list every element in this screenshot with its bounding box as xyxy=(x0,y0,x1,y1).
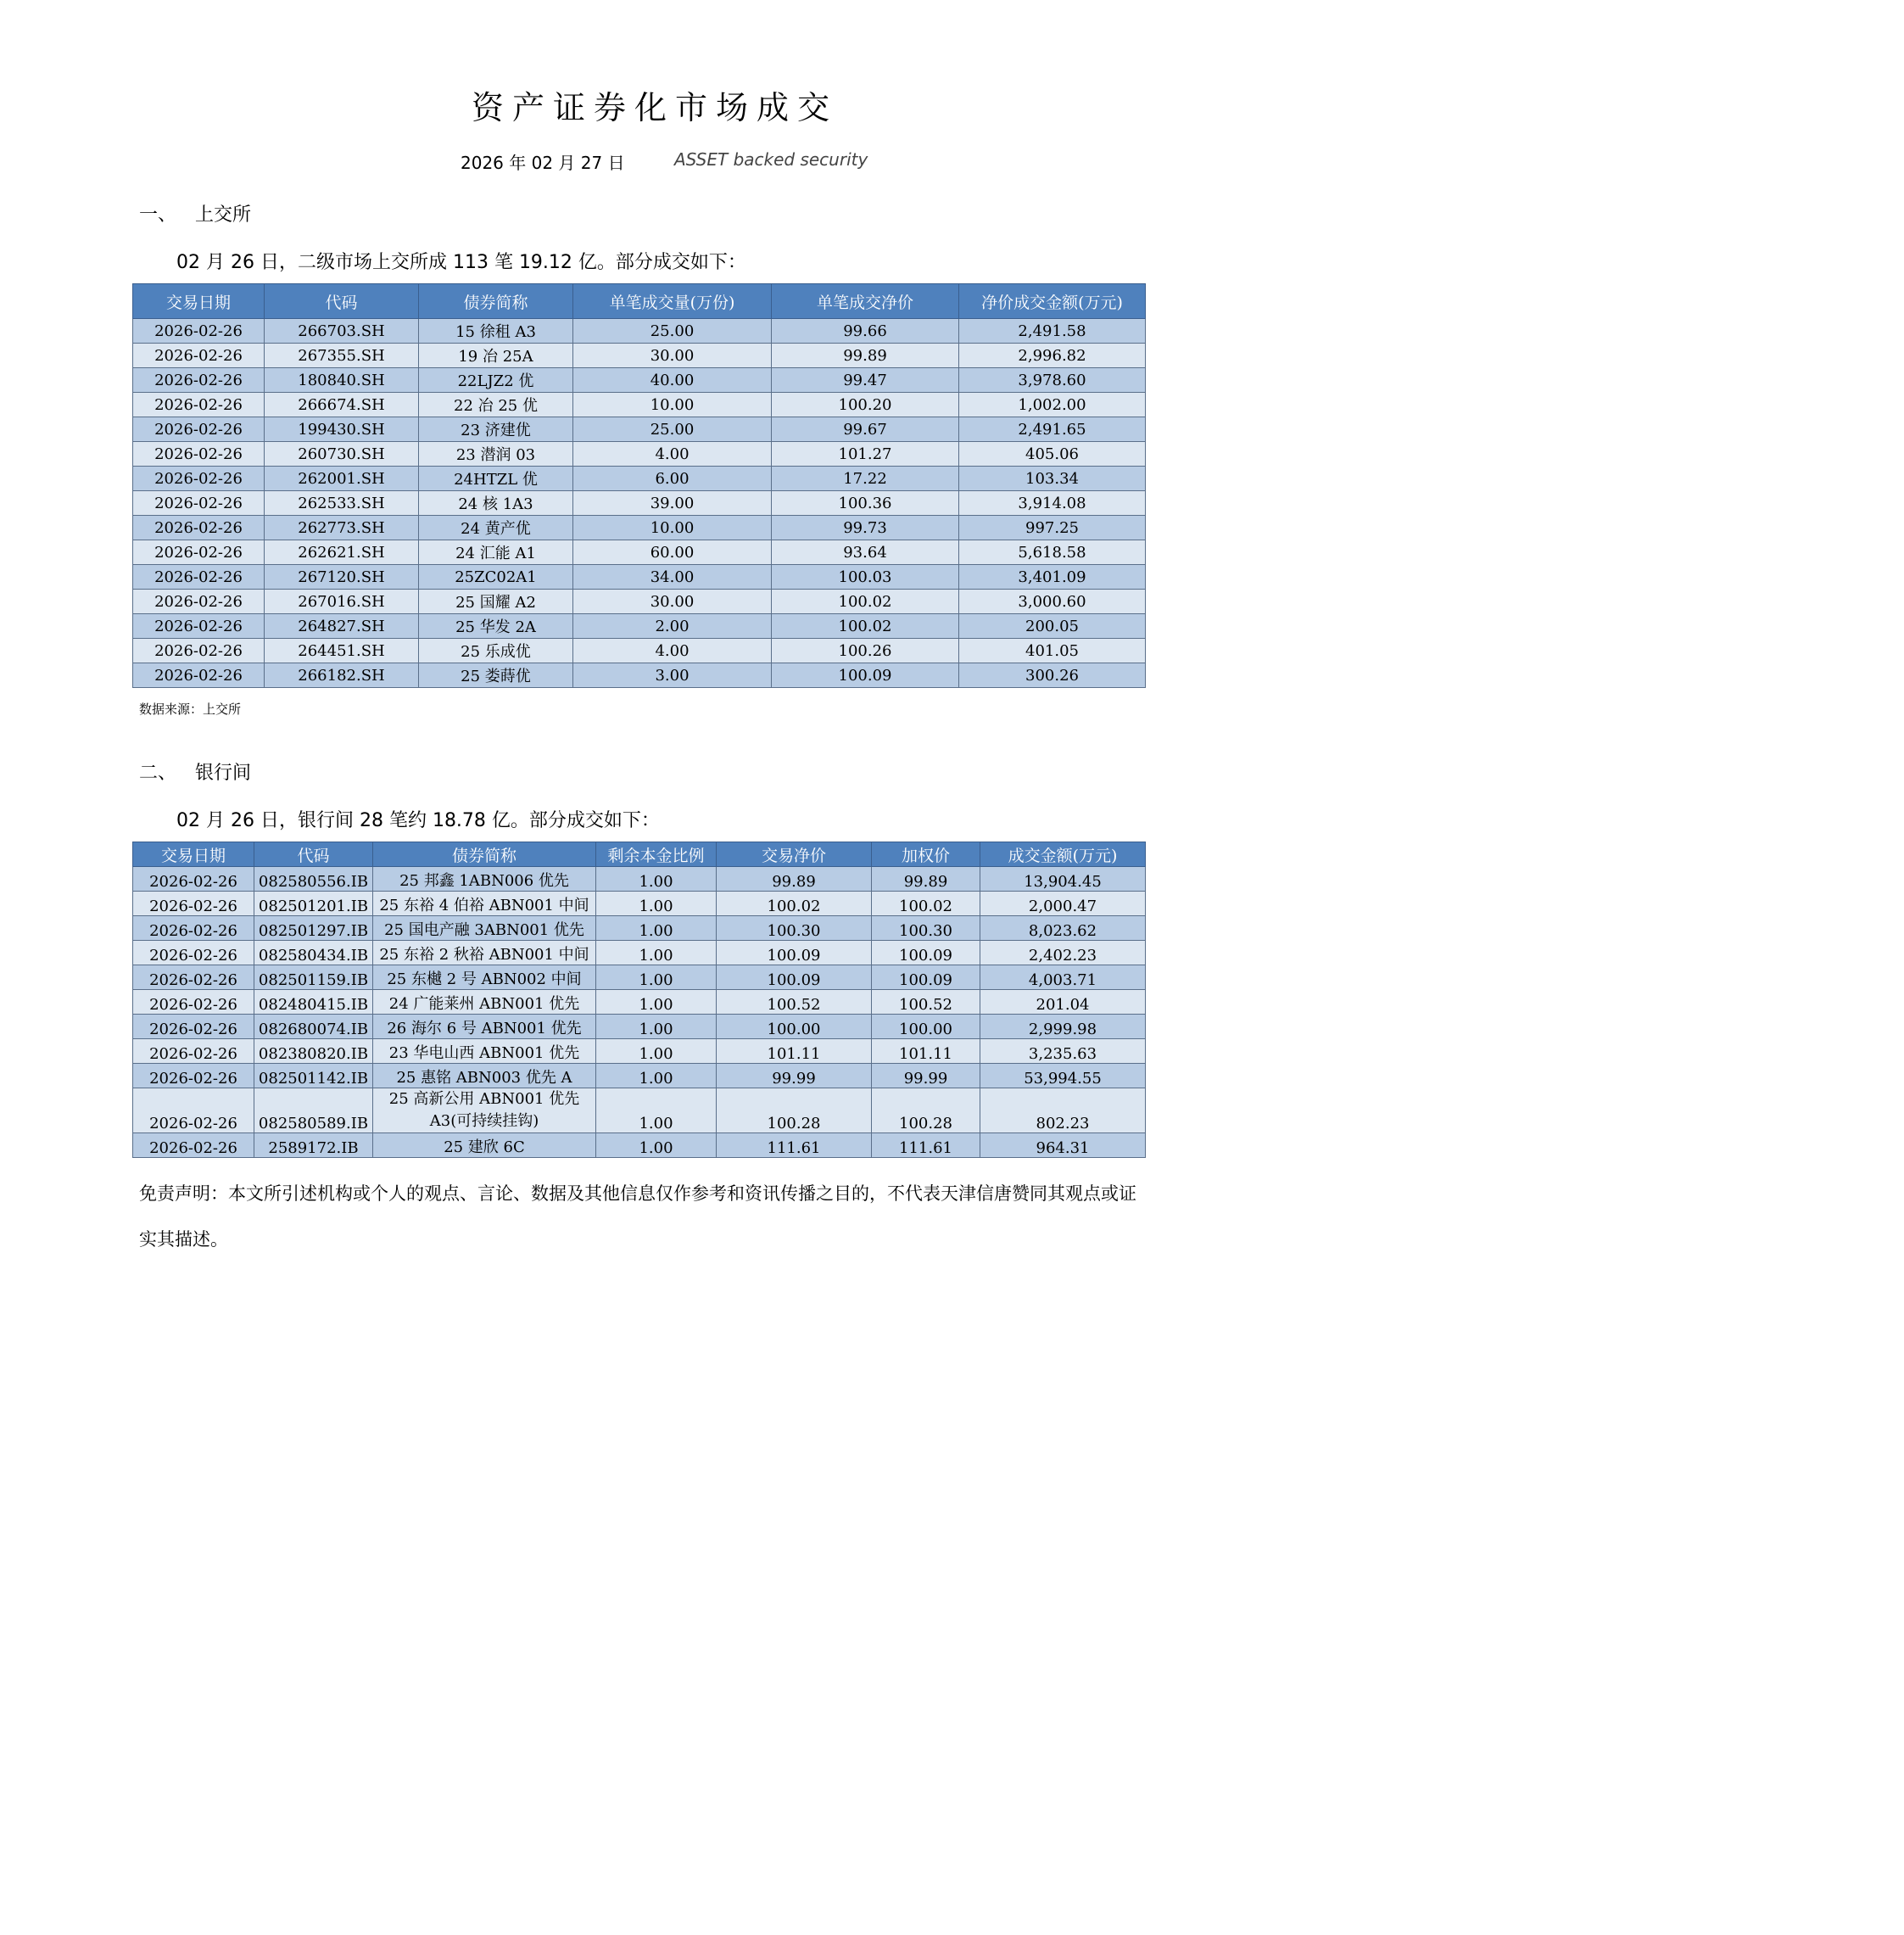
table-cell: 100.03 xyxy=(772,565,959,590)
table-row xyxy=(133,344,1146,368)
table-cell: 99.67 xyxy=(772,417,959,442)
data-source-note: 数据来源：上交所 xyxy=(139,702,242,717)
table-cell: 24 汇能 A1 xyxy=(419,540,573,565)
table-cell: 15 徐租 A3 xyxy=(419,319,573,344)
table-cell: 1,002.00 xyxy=(959,393,1146,417)
table-cell: 22 冶 25 优 xyxy=(419,393,573,417)
table-row xyxy=(133,1064,1146,1088)
section-2-intro: 02 月 26 日，银行间 28 笔约 18.78 亿。部分成交如下： xyxy=(176,810,660,831)
table-row xyxy=(133,368,1146,393)
section-1-heading xyxy=(139,200,251,226)
table-cell: 3,235.63 xyxy=(980,1039,1146,1064)
table-cell: 3,978.60 xyxy=(959,368,1146,393)
table-cell: 082380820.IB xyxy=(254,1039,373,1064)
table-cell: 082580589.IB xyxy=(254,1088,373,1133)
table-cell: 100.09 xyxy=(717,965,872,990)
table-cell: 082501159.IB xyxy=(254,965,373,990)
table-row xyxy=(133,442,1146,467)
table-cell: 2026-02-26 xyxy=(133,467,265,491)
table-row xyxy=(133,565,1146,590)
table-row xyxy=(133,491,1146,516)
table-cell: 25 东裕 2 秋裕 ABN001 中间 xyxy=(373,941,596,965)
column-header-amount: 净价成交金额(万元) xyxy=(959,284,1146,319)
table-cell: 267120.SH xyxy=(265,565,419,590)
table-row xyxy=(133,990,1146,1015)
table-cell: 201.04 xyxy=(980,990,1146,1015)
table-cell: 100.09 xyxy=(717,941,872,965)
table-cell: 1.00 xyxy=(596,1015,717,1039)
table-cell: 100.02 xyxy=(717,892,872,916)
table-cell: 100.26 xyxy=(772,639,959,663)
table-cell: 100.28 xyxy=(872,1088,980,1133)
table-header-row xyxy=(133,284,1146,319)
table-row xyxy=(133,467,1146,491)
table-cell: 082501142.IB xyxy=(254,1064,373,1088)
table-cell: 2026-02-26 xyxy=(133,1064,254,1088)
table-cell: 40.00 xyxy=(573,368,772,393)
table-cell: 100.00 xyxy=(717,1015,872,1039)
table-cell: 964.31 xyxy=(980,1133,1146,1158)
table-cell: 99.47 xyxy=(772,368,959,393)
table-cell: 26 海尔 6 号 ABN001 优先 xyxy=(373,1015,596,1039)
table-cell: 082680074.IB xyxy=(254,1015,373,1039)
table-cell: 25 国耀 A2 xyxy=(419,590,573,614)
table-cell: 2,000.47 xyxy=(980,892,1146,916)
table-row xyxy=(133,892,1146,916)
table-cell: 1.00 xyxy=(596,867,717,892)
table-cell: 53,994.55 xyxy=(980,1064,1146,1088)
table-cell: 4.00 xyxy=(573,639,772,663)
table-cell: 2026-02-26 xyxy=(133,590,265,614)
table-cell: 2026-02-26 xyxy=(133,1039,254,1064)
table-cell: 2026-02-26 xyxy=(133,417,265,442)
table-cell: 2,999.98 xyxy=(980,1015,1146,1039)
table-row xyxy=(133,1015,1146,1039)
table-cell: 082480415.IB xyxy=(254,990,373,1015)
report-subtitle-en: ASSET backed security xyxy=(674,149,868,170)
document-page xyxy=(0,0,1309,1310)
column-header-date: 交易日期 xyxy=(133,842,254,867)
table-cell: 100.09 xyxy=(772,663,959,688)
table-row xyxy=(133,1133,1146,1158)
table-cell: 100.00 xyxy=(872,1015,980,1039)
column-header-clean-price: 单笔成交净价 xyxy=(772,284,959,319)
table-cell: 111.61 xyxy=(717,1133,872,1158)
table-cell: 103.34 xyxy=(959,467,1146,491)
interbank-trades-table xyxy=(132,842,1146,1158)
table-cell: 2026-02-26 xyxy=(133,867,254,892)
table-cell: 266182.SH xyxy=(265,663,419,688)
table-cell: 2,402.23 xyxy=(980,941,1146,965)
table-cell: 262533.SH xyxy=(265,491,419,516)
table-cell: 2026-02-26 xyxy=(133,319,265,344)
table-cell: 100.52 xyxy=(872,990,980,1015)
table-cell: 1.00 xyxy=(596,1064,717,1088)
table-cell: 199430.SH xyxy=(265,417,419,442)
table-cell: 2026-02-26 xyxy=(133,1133,254,1158)
table-cell: 60.00 xyxy=(573,540,772,565)
table-row xyxy=(133,1088,1146,1133)
table-cell: 23 济建优 xyxy=(419,417,573,442)
table-cell: 25.00 xyxy=(573,319,772,344)
table-cell: 082580434.IB xyxy=(254,941,373,965)
table-cell: 25 东裕 4 伯裕 ABN001 中间 xyxy=(373,892,596,916)
table-cell: 25ZC02A1 xyxy=(419,565,573,590)
column-header-weighted-price: 加权价 xyxy=(872,842,980,867)
table-cell: 082580556.IB xyxy=(254,867,373,892)
table-cell: 30.00 xyxy=(573,344,772,368)
column-header-date: 交易日期 xyxy=(133,284,265,319)
table-cell: 2,491.65 xyxy=(959,417,1146,442)
table-cell: 082501201.IB xyxy=(254,892,373,916)
table-cell: 2026-02-26 xyxy=(133,639,265,663)
table-cell: 111.61 xyxy=(872,1133,980,1158)
table-cell: 100.20 xyxy=(772,393,959,417)
table-cell: 1.00 xyxy=(596,1133,717,1158)
table-cell: 082501297.IB xyxy=(254,916,373,941)
table-cell: 300.26 xyxy=(959,663,1146,688)
table-cell: 99.89 xyxy=(772,344,959,368)
table-cell: 2026-02-26 xyxy=(133,344,265,368)
table-cell: 2026-02-26 xyxy=(133,565,265,590)
table-cell: 13,904.45 xyxy=(980,867,1146,892)
table-cell: 266674.SH xyxy=(265,393,419,417)
section-2-heading xyxy=(139,758,251,785)
table-cell: 99.73 xyxy=(772,516,959,540)
table-row xyxy=(133,916,1146,941)
table-cell: 1.00 xyxy=(596,965,717,990)
table-cell: 2589172.IB xyxy=(254,1133,373,1158)
table-cell: 100.09 xyxy=(872,965,980,990)
table-cell: 401.05 xyxy=(959,639,1146,663)
report-date: 2026 年 02 月 27 日 xyxy=(461,153,625,173)
table-cell: 264451.SH xyxy=(265,639,419,663)
table-cell: 25 高新公用 ABN001 优先 A3(可持续挂钩) xyxy=(373,1088,596,1133)
table-cell: 266703.SH xyxy=(265,319,419,344)
table-cell: 267355.SH xyxy=(265,344,419,368)
column-header-bond-name: 债券简称 xyxy=(373,842,596,867)
table-cell: 24 黄产优 xyxy=(419,516,573,540)
table-cell: 99.89 xyxy=(717,867,872,892)
table-cell: 267016.SH xyxy=(265,590,419,614)
table-cell: 23 华电山西 ABN001 优先 xyxy=(373,1039,596,1064)
table-cell: 262773.SH xyxy=(265,516,419,540)
table-cell: 34.00 xyxy=(573,565,772,590)
table-cell: 200.05 xyxy=(959,614,1146,639)
table-cell: 4.00 xyxy=(573,442,772,467)
table-cell: 2026-02-26 xyxy=(133,916,254,941)
table-cell: 1.00 xyxy=(596,916,717,941)
table-cell: 2026-02-26 xyxy=(133,990,254,1015)
table-cell: 6.00 xyxy=(573,467,772,491)
column-header-code: 代码 xyxy=(254,842,373,867)
section-1-title: 上交所 xyxy=(195,204,252,226)
page-title: 资产证券化市场成交 xyxy=(471,89,838,126)
section-1-intro: 02 月 26 日，二级市场上交所成 113 笔 19.12 亿。部分成交如下： xyxy=(176,252,746,273)
table-cell: 100.30 xyxy=(872,916,980,941)
column-header-code: 代码 xyxy=(265,284,419,319)
table-cell: 30.00 xyxy=(573,590,772,614)
disclaimer: 免责声明：本文所引述机构或个人的观点、言论、数据及其他信息仅作参考和资讯传播之目的，不代表天津信唐赞同其观点或证实其描述。 xyxy=(139,1183,1136,1250)
table-cell: 99.99 xyxy=(717,1064,872,1088)
table-cell: 405.06 xyxy=(959,442,1146,467)
table-cell: 2026-02-26 xyxy=(133,393,265,417)
table-cell: 2026-02-26 xyxy=(133,892,254,916)
table-cell: 17.22 xyxy=(772,467,959,491)
table-cell: 2026-02-26 xyxy=(133,1088,254,1133)
table-cell: 2026-02-26 xyxy=(133,368,265,393)
table-cell: 100.02 xyxy=(772,590,959,614)
table-cell: 180840.SH xyxy=(265,368,419,393)
table-row xyxy=(133,540,1146,565)
table-cell: 25 华发 2A xyxy=(419,614,573,639)
table-cell: 264827.SH xyxy=(265,614,419,639)
table-cell: 10.00 xyxy=(573,516,772,540)
table-cell: 260730.SH xyxy=(265,442,419,467)
table-row xyxy=(133,614,1146,639)
table-cell: 2,491.58 xyxy=(959,319,1146,344)
table-cell: 3,401.09 xyxy=(959,565,1146,590)
table-cell: 99.66 xyxy=(772,319,959,344)
table-header-row xyxy=(133,842,1146,867)
table-cell: 100.52 xyxy=(717,990,872,1015)
table-cell: 100.36 xyxy=(772,491,959,516)
table-cell: 99.89 xyxy=(872,867,980,892)
column-header-remaining-principal: 剩余本金比例 xyxy=(596,842,717,867)
table-cell: 2026-02-26 xyxy=(133,965,254,990)
table-cell: 2026-02-26 xyxy=(133,941,254,965)
table-cell: 10.00 xyxy=(573,393,772,417)
section-2-title: 银行间 xyxy=(195,763,252,784)
table-row xyxy=(133,417,1146,442)
table-cell: 1.00 xyxy=(596,941,717,965)
table-cell: 2,996.82 xyxy=(959,344,1146,368)
column-header-clean-price: 交易净价 xyxy=(717,842,872,867)
table-cell: 3,000.60 xyxy=(959,590,1146,614)
table-cell: 19 冶 25A xyxy=(419,344,573,368)
table-cell: 100.09 xyxy=(872,941,980,965)
table-cell: 100.02 xyxy=(872,892,980,916)
table-cell: 24HTZL 优 xyxy=(419,467,573,491)
table-cell: 802.23 xyxy=(980,1088,1146,1133)
table-row xyxy=(133,590,1146,614)
section-1-number: 一、 xyxy=(139,204,177,226)
table-cell: 39.00 xyxy=(573,491,772,516)
table-cell: 24 核 1A3 xyxy=(419,491,573,516)
table-cell: 22LJZ2 优 xyxy=(419,368,573,393)
table-cell: 8,023.62 xyxy=(980,916,1146,941)
table-cell: 99.99 xyxy=(872,1064,980,1088)
table-cell: 262621.SH xyxy=(265,540,419,565)
table-cell: 101.27 xyxy=(772,442,959,467)
table-cell: 25 娄蒔优 xyxy=(419,663,573,688)
table-cell: 93.64 xyxy=(772,540,959,565)
table-cell: 997.25 xyxy=(959,516,1146,540)
table-cell: 101.11 xyxy=(717,1039,872,1064)
table-cell: 1.00 xyxy=(596,1088,717,1133)
table-row xyxy=(133,393,1146,417)
table-cell: 5,618.58 xyxy=(959,540,1146,565)
table-cell: 4,003.71 xyxy=(980,965,1146,990)
table-cell: 25 国电产融 3ABN001 优先 xyxy=(373,916,596,941)
table-row xyxy=(133,1039,1146,1064)
table-cell: 25 惠铭 ABN003 优先 A xyxy=(373,1064,596,1088)
table-cell: 2026-02-26 xyxy=(133,491,265,516)
table-row xyxy=(133,516,1146,540)
table-row xyxy=(133,319,1146,344)
table-cell: 2026-02-26 xyxy=(133,442,265,467)
table-cell: 23 潜润 03 xyxy=(419,442,573,467)
column-header-volume: 单笔成交量(万份) xyxy=(573,284,772,319)
section-2-number: 二、 xyxy=(139,763,177,784)
table-cell: 25 邦鑫 1ABN006 优先 xyxy=(373,867,596,892)
sse-trades-table xyxy=(132,283,1146,688)
table-cell: 2026-02-26 xyxy=(133,516,265,540)
column-header-amount: 成交金额(万元) xyxy=(980,842,1146,867)
table-cell: 25 东樾 2 号 ABN002 中间 xyxy=(373,965,596,990)
table-cell: 2.00 xyxy=(573,614,772,639)
table-cell: 1.00 xyxy=(596,990,717,1015)
interbank-table-body xyxy=(133,867,1146,1158)
sse-table-body xyxy=(133,319,1146,688)
table-cell: 1.00 xyxy=(596,1039,717,1064)
table-cell: 24 广能莱州 ABN001 优先 xyxy=(373,990,596,1015)
table-cell: 100.30 xyxy=(717,916,872,941)
table-row xyxy=(133,867,1146,892)
table-row xyxy=(133,965,1146,990)
column-header-bond-name: 债券简称 xyxy=(419,284,573,319)
table-row xyxy=(133,639,1146,663)
table-cell: 1.00 xyxy=(596,892,717,916)
table-cell: 100.02 xyxy=(772,614,959,639)
table-cell: 2026-02-26 xyxy=(133,663,265,688)
table-cell: 100.28 xyxy=(717,1088,872,1133)
table-cell: 3,914.08 xyxy=(959,491,1146,516)
table-cell: 2026-02-26 xyxy=(133,614,265,639)
table-cell: 2026-02-26 xyxy=(133,1015,254,1039)
table-cell: 262001.SH xyxy=(265,467,419,491)
table-cell: 25 建欣 6C xyxy=(373,1133,596,1158)
table-cell: 25.00 xyxy=(573,417,772,442)
table-cell: 25 乐成优 xyxy=(419,639,573,663)
table-cell: 2026-02-26 xyxy=(133,540,265,565)
table-row xyxy=(133,941,1146,965)
table-cell: 101.11 xyxy=(872,1039,980,1064)
table-cell: 3.00 xyxy=(573,663,772,688)
table-row xyxy=(133,663,1146,688)
